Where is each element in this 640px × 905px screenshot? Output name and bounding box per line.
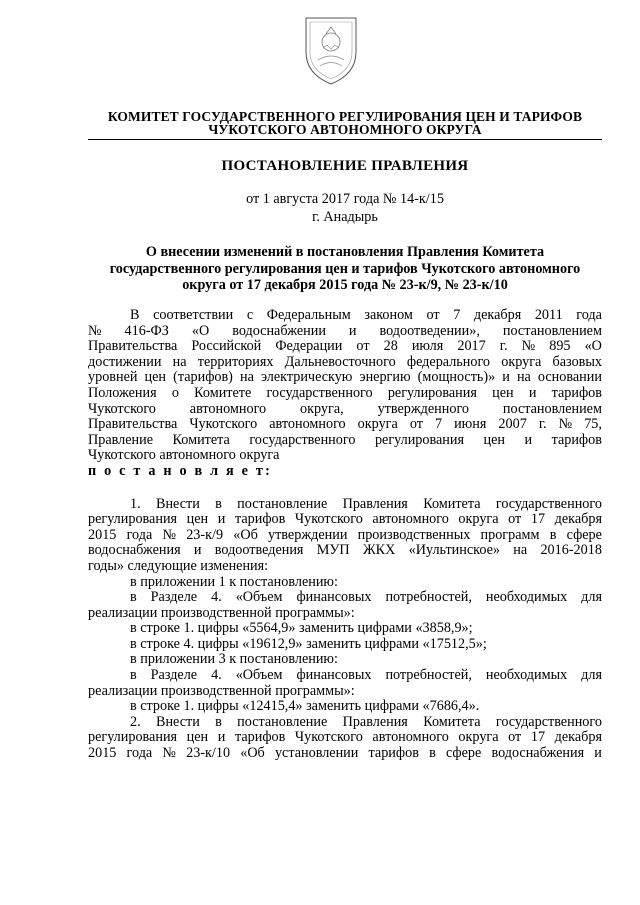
document-city: г. Анадырь — [312, 209, 378, 225]
preamble-line: Правление Комитета государственного регулирования цен и тарифов — [88, 431, 602, 448]
preamble-line: Правительства Чукотского автономного округа от 7 июня 2007 г. № 75, — [88, 416, 602, 433]
preamble-line: достижении на территориях Дальневосточного федерального округа базовых — [88, 353, 602, 370]
preamble-line: Правительства Российской Федерации от 28 июля 2017 г. № 895 «О — [88, 338, 602, 355]
clause-line: реализации производственной программы»: — [88, 604, 355, 621]
clause-line: водоснабжения и водоотведения МУП ЖКХ «Иультинское» на 2016-2018 — [88, 542, 602, 559]
subject-line: О внесении изменений в постановления Правления Комитета — [145, 244, 545, 260]
organization-name-line-1: КОМИТЕТ ГОСУДАРСТВЕННОГО РЕГУЛИРОВАНИЯ ЦЕН И ТАРИФОВ — [107, 109, 583, 124]
clause-line: в строке 4. цифры «19612,9» заменить цифрами «17512,5»; — [130, 635, 487, 652]
clause-line: 2015 года № 23-к/10 «Об установлении тарифов в сфере водоснабжения и — [88, 745, 602, 762]
clause-1 — [88, 497, 602, 715]
clause-2 — [88, 715, 602, 762]
clause-line: 2. Внести в постановление Правления Комитета государственного — [130, 713, 602, 730]
header-divider — [88, 139, 602, 140]
clause-line: регулирования цен и тарифов Чукотского автономного округа от 17 декабря — [88, 511, 602, 528]
clause-line: в приложении 1 к постановлению: — [130, 573, 338, 590]
clause-line: в Разделе 4. «Объем финансовых потребностей, необходимых для — [130, 667, 602, 684]
preamble-line: № 416-ФЗ «О водоснабжении и водоотведении», постановлением — [88, 322, 602, 339]
clause-line: 1. Внести в постановление Правления Комитета государственного — [130, 495, 602, 512]
clause-line: реализации производственной программы»: — [88, 682, 355, 699]
document-body — [88, 308, 602, 762]
clause-line: годы» следующие изменения: — [88, 557, 269, 574]
preamble-line: Чукотского автономного округа — [88, 447, 280, 464]
clause-line: в приложении 3 к постановлению: — [130, 651, 338, 668]
clause-line: регулирования цен и тарифов Чукотского автономного округа от 17 декабря — [88, 729, 602, 746]
document-date-number: от 1 августа 2017 года № 14-к/15 — [246, 191, 444, 207]
preamble-line: В соответствии с Федеральным законом от 7 декабря 2011 года — [130, 307, 602, 323]
preamble-line: Положения о Комитете государственного регулирования цен и тарифов — [88, 384, 602, 401]
preamble-line: Чукотского автономного округа, утвержденного постановлением — [88, 400, 602, 417]
resolution-keyword: п о с т а н о в л я е т: — [88, 462, 272, 479]
organization-name-line-2: ЧУКОТСКОГО АВТОНОМНОГО ОКРУГА — [208, 122, 482, 137]
coat-of-arms-emblem — [300, 12, 362, 88]
subject-line: государственного регулирования цен и тарифов Чукотского автономного — [109, 260, 581, 277]
document-title: ПОСТАНОВЛЕНИЕ ПРАВЛЕНИЯ — [221, 158, 469, 174]
subject-line: округа от 17 декабря 2015 года № 23-к/9, № 23-к/10 — [182, 277, 508, 293]
clause-line: в Разделе 4. «Объем финансовых потребностей, необходимых для — [130, 589, 602, 606]
clause-line: 2015 года № 23-к/9 «Об утверждении производственных программ в сфере — [88, 526, 602, 543]
preamble-line: уровней цен (тарифов) на электрическую энергию (мощность)» и на основании — [88, 369, 602, 386]
document-subject — [90, 244, 600, 294]
clause-line: в строке 1. цифры «5564,9» заменить цифрами «3858,9»; — [130, 620, 473, 637]
clause-line: в строке 1. цифры «12415,4» заменить цифрами «7686,4». — [130, 698, 480, 715]
preamble-paragraph — [88, 308, 602, 480]
